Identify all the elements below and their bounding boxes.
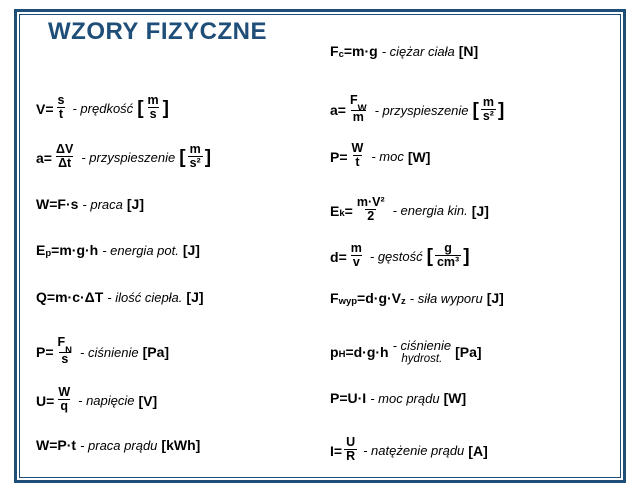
formula-description: - moc prądu bbox=[370, 390, 440, 406]
equals-sign: = bbox=[357, 290, 366, 306]
formula-expression: P = $\frac{W}{t}$ bbox=[330, 141, 364, 170]
bracket-open: [ bbox=[472, 99, 479, 121]
formula-expression: a = $\frac{F_W}{m}$ bbox=[330, 93, 367, 125]
fraction bbox=[188, 143, 203, 170]
equals-sign: = bbox=[344, 202, 353, 219]
formula-power bbox=[330, 143, 620, 170]
subscript: p bbox=[45, 247, 52, 259]
formula-description: - praca bbox=[82, 196, 123, 212]
formula-expression: p H = d·g·h bbox=[330, 343, 389, 361]
equals-sign: = bbox=[45, 100, 54, 117]
formula-description: - moc bbox=[371, 149, 404, 165]
equals-sign: = bbox=[45, 344, 54, 361]
formula-description: - prędkość bbox=[72, 101, 134, 117]
formula-expression: E p = m·g·h bbox=[36, 242, 99, 259]
formula-heat bbox=[36, 289, 326, 305]
equals-sign: = bbox=[46, 392, 55, 409]
formula-expression: a = $\frac{\Delta V}{\Delta t}$ bbox=[36, 142, 74, 171]
fraction-numerator: $F_N$ bbox=[57, 335, 73, 356]
formula-description: - ilość ciepła. bbox=[107, 289, 183, 305]
formula-current bbox=[330, 437, 620, 464]
formula-electrical-work bbox=[36, 437, 326, 453]
fraction-numerator: m bbox=[189, 142, 201, 156]
equals-sign: = bbox=[337, 102, 346, 119]
fraction bbox=[355, 196, 387, 223]
fraction-denominator: s bbox=[61, 352, 69, 367]
fraction-numerator: $F_W$ bbox=[349, 93, 367, 114]
formula-description: - napięcie bbox=[78, 393, 135, 409]
equals-sign: = bbox=[43, 149, 52, 166]
bracket-close: ] bbox=[162, 98, 169, 120]
equals-sign: = bbox=[51, 242, 60, 258]
formula-density bbox=[330, 243, 620, 270]
formula-kinetic-energy bbox=[330, 197, 620, 224]
fraction-numerator: m bbox=[482, 94, 494, 109]
fraction bbox=[481, 96, 496, 123]
subscript: H bbox=[338, 349, 346, 361]
formula-description: - siła wyporu bbox=[409, 290, 483, 306]
fraction-denominator: t bbox=[58, 107, 64, 122]
formula-description: - ciśnienie bbox=[80, 344, 139, 360]
subscript: c bbox=[338, 48, 344, 60]
unit: [J] bbox=[126, 196, 144, 212]
formula-expression: E k = $\frac{\text{m·V²}}{2}$ bbox=[330, 195, 385, 224]
formula-pressure bbox=[36, 337, 326, 368]
fraction bbox=[350, 142, 366, 169]
equals-sign: = bbox=[338, 248, 347, 265]
fraction bbox=[146, 94, 161, 121]
formula-description: - przyspieszenie bbox=[374, 102, 469, 118]
fraction-numerator: ΔV bbox=[55, 142, 74, 156]
unit: [W] bbox=[443, 390, 467, 406]
fraction bbox=[56, 94, 67, 121]
fraction-denominator: s bbox=[149, 107, 157, 122]
equals-sign: = bbox=[333, 442, 343, 459]
formula-expression: F wyp = d·g·V z bbox=[330, 290, 406, 307]
formula-expression: U = $\frac{W}{q}$ bbox=[36, 385, 71, 414]
unit: [J] bbox=[471, 202, 489, 219]
formula-expression: Q = m·c·ΔT bbox=[36, 289, 104, 305]
formula-weight-force bbox=[330, 43, 620, 59]
formula-description: - ciężar ciała bbox=[381, 43, 455, 59]
formula-voltage bbox=[36, 387, 326, 414]
unit: [J] bbox=[186, 289, 204, 305]
formula-expression: W = P·t bbox=[36, 437, 77, 453]
formula-acceleration-force bbox=[330, 95, 620, 126]
formula-buoyant-force bbox=[330, 290, 620, 306]
fraction bbox=[54, 143, 75, 170]
formula-work bbox=[36, 196, 326, 212]
unit: [kWh] bbox=[161, 437, 201, 453]
fraction-numerator: m·V² bbox=[356, 195, 385, 209]
formula-electrical-power bbox=[330, 390, 620, 406]
formula-description: - natężenie prądu bbox=[363, 443, 465, 459]
fraction-numerator: m bbox=[147, 93, 159, 107]
formula-velocity bbox=[36, 95, 326, 122]
fraction bbox=[56, 386, 72, 413]
formula-expression: V = $\frac{s}{t}$ bbox=[36, 93, 65, 122]
unit bbox=[137, 95, 169, 122]
fraction-denominator: s² bbox=[189, 156, 201, 171]
fraction-denominator: m bbox=[352, 110, 364, 125]
fraction-numerator: U bbox=[346, 435, 356, 449]
fraction bbox=[435, 242, 461, 269]
fraction-denominator: q bbox=[60, 399, 69, 414]
bracket-close: ] bbox=[497, 99, 505, 121]
fraction-denominator: t bbox=[355, 155, 360, 170]
equals-sign: = bbox=[49, 437, 58, 453]
unit: [Pa] bbox=[142, 344, 170, 361]
formula-expression: F c = m·g bbox=[330, 43, 378, 60]
equals-sign: = bbox=[339, 148, 348, 165]
unit: [J] bbox=[182, 242, 200, 258]
unit: [Pa] bbox=[455, 343, 482, 360]
subscript: N bbox=[65, 344, 73, 356]
formula-expression: P = $\frac{F_N}{s}$ bbox=[36, 335, 73, 367]
fraction bbox=[344, 436, 357, 463]
fraction bbox=[348, 94, 369, 125]
subscript: wyp bbox=[338, 295, 358, 307]
unit: [A] bbox=[468, 442, 488, 459]
subscript: z bbox=[401, 295, 406, 307]
fraction-denominator: v bbox=[352, 255, 360, 270]
bracket-open: [ bbox=[137, 98, 144, 120]
formula-expression: W = F·s bbox=[36, 196, 79, 212]
formula-expression: d = $\frac{m}{v}$ bbox=[330, 241, 362, 270]
equals-sign: = bbox=[343, 43, 353, 59]
bracket-open: [ bbox=[426, 246, 433, 268]
formula-acceleration bbox=[36, 144, 326, 171]
page-title: WZORY FIZYCZNE bbox=[48, 18, 267, 45]
subscript: W bbox=[357, 102, 367, 114]
bracket-close: ] bbox=[463, 246, 470, 268]
formula-description: - przyspieszenie bbox=[81, 150, 176, 166]
fraction bbox=[349, 242, 364, 269]
fraction-denominator: R bbox=[346, 449, 356, 464]
unit bbox=[427, 243, 470, 270]
formula-description: - ciśnienie hydrost. bbox=[392, 338, 452, 365]
fraction-numerator: W bbox=[58, 385, 71, 399]
unit: [N] bbox=[458, 43, 479, 59]
subscript: k bbox=[339, 208, 345, 220]
unit bbox=[179, 144, 211, 171]
formula-potential-energy bbox=[36, 242, 326, 258]
formula-description: - energia kin. bbox=[392, 203, 468, 219]
formula-description: - praca prądu bbox=[80, 437, 158, 453]
unit: [J] bbox=[486, 290, 504, 306]
fraction-numerator: m bbox=[350, 241, 362, 255]
fraction-denominator: Δt bbox=[58, 156, 72, 171]
equals-sign: = bbox=[49, 196, 58, 212]
equals-sign: = bbox=[345, 343, 354, 360]
unit: [V] bbox=[138, 392, 158, 409]
unit: [W] bbox=[407, 148, 431, 165]
fraction-numerator: s bbox=[57, 93, 65, 107]
bracket-close: ] bbox=[204, 147, 212, 169]
equals-sign: = bbox=[46, 289, 56, 305]
fraction bbox=[56, 336, 75, 367]
formula-description: - energia pot. bbox=[102, 242, 179, 258]
formula-expression: P = U·I bbox=[330, 390, 367, 406]
formula-expression: I = $\frac{U}{R}$ bbox=[330, 435, 356, 464]
fraction-denominator: 2 bbox=[367, 209, 375, 224]
fraction-numerator: g bbox=[444, 241, 452, 255]
fraction-numerator: W bbox=[351, 141, 364, 155]
formula-description: - gęstość bbox=[369, 249, 423, 265]
bracket-open: [ bbox=[179, 147, 186, 169]
fraction-denominator: s² bbox=[482, 108, 494, 123]
formula-hydrostatic-pressure bbox=[330, 339, 620, 365]
unit bbox=[472, 94, 505, 124]
equals-sign: = bbox=[339, 390, 348, 406]
fraction-denominator: cm³ bbox=[436, 255, 460, 270]
